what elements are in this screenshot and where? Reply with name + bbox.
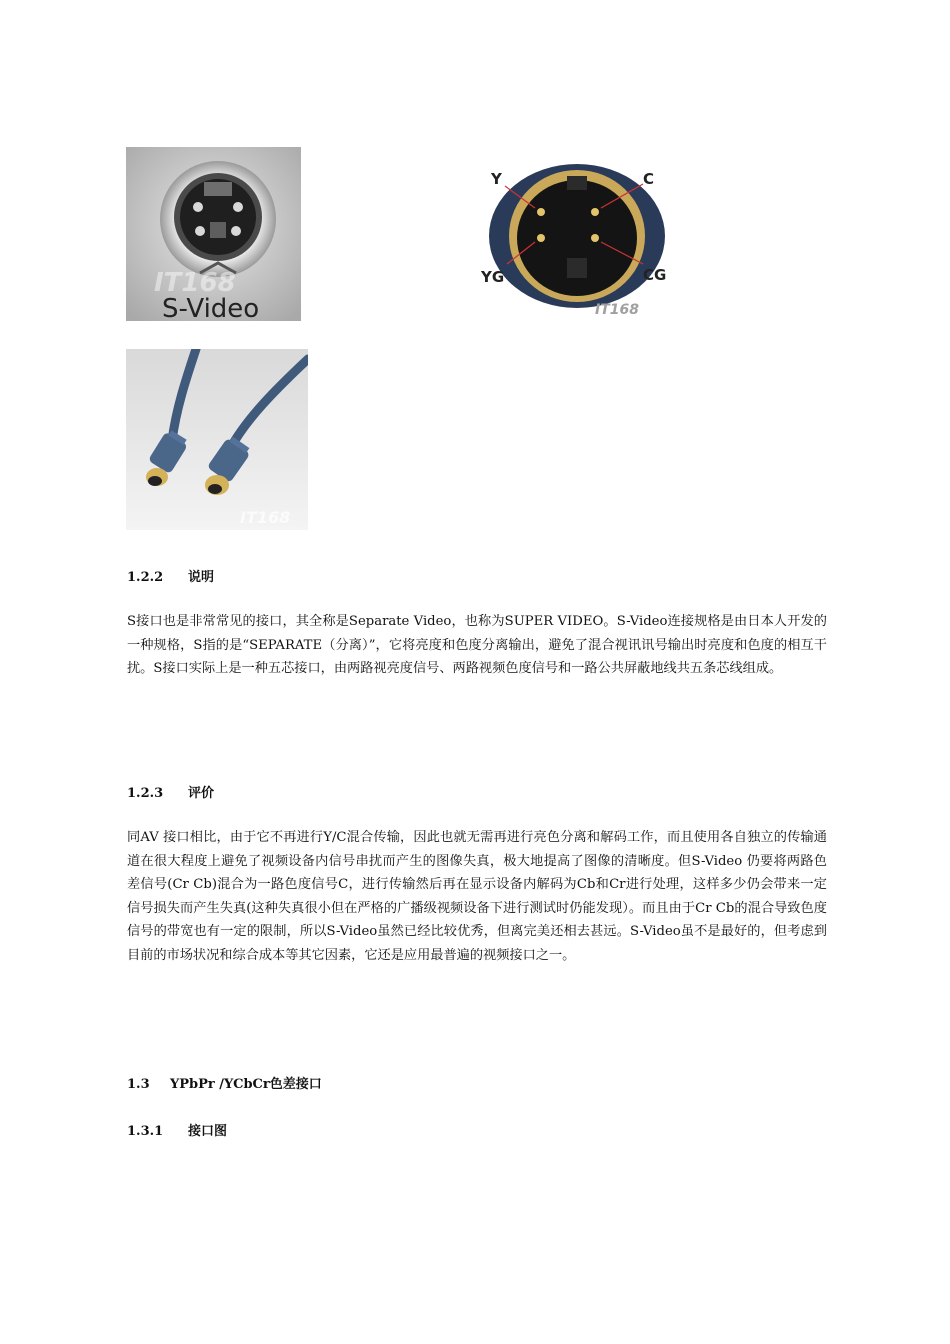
watermark: IT168 <box>595 302 639 318</box>
section-heading-1-2-2 <box>127 566 214 585</box>
pin-c-label: C <box>643 170 655 188</box>
section-number: 1.3.1 <box>127 1124 164 1139</box>
section-number: 1.3 <box>127 1077 150 1092</box>
pin-cg-label: CG <box>643 266 667 284</box>
section-heading-1-2-3 <box>127 782 214 801</box>
body-paragraph: S接口也是非常常见的接口，其全称是Separate Video，也称为SUPER VIDEO。S-Video连接规格是由日本人开发的一种规格，S指的是“SEPARATE（分离）”，它将亮度和色度分离输出，避免了混合视讯讯号输出时亮度和色度的相互干扰。S接口实际上是一种五芯接口，由两路视亮度信号、两路视频色度信号和一路公共屏蔽地线共五条芯线组成。 <box>127 614 827 677</box>
section-heading-1-3 <box>127 1073 322 1092</box>
section-title: 说明 <box>188 570 215 585</box>
svideo-pin-diagram <box>477 158 677 318</box>
section-number: 1.2.2 <box>127 570 164 585</box>
section-number: 1.2.3 <box>127 786 164 801</box>
section-title: 评价 <box>188 786 215 801</box>
svideo-label: S-Video <box>162 294 260 321</box>
watermark: IT168 <box>154 268 236 298</box>
svideo-port-photo <box>126 147 301 321</box>
section-heading-1-3-1 <box>127 1120 227 1139</box>
section-title: 接口图 <box>188 1124 228 1139</box>
body-paragraph: 同AV 接口相比，由于它不再进行Y/C混合传输，因此也就无需再进行亮色分离和解码工作，而且使用各自独立的传输通道在很大程度上避免了视频设备内信号串扰而产生的图像失真，极大地提高了图像的清晰度。但S-Video 仍要将两路色差信号(Cr Cb)混合为一路色度信号C，进行传输然后再在显示设备内解码为Cb和Cr进行处理，这样多少仍会带来一定信号损失而产生失真(这种失真很小但在严格的广播级视频设备下进行测试时仍能发现）。而且由于Cr Cb的混合导致色度信号的带宽也有一定的限制，所以S-Video虽然已经比较优秀，但离完美还相去甚远。S-Video虽不是最好的，但考虑到目前的市场状况和综合成本等其它因素，它还是应用最普遍的视频接口之一。 <box>127 830 827 963</box>
section-title: YPbPr /YCbCr色差接口 <box>170 1077 322 1092</box>
pin-yg-label: YG <box>481 268 505 286</box>
watermark: IT168 <box>240 508 291 527</box>
pin-y-label: Y <box>491 170 502 188</box>
svideo-cable-photo <box>126 349 308 530</box>
